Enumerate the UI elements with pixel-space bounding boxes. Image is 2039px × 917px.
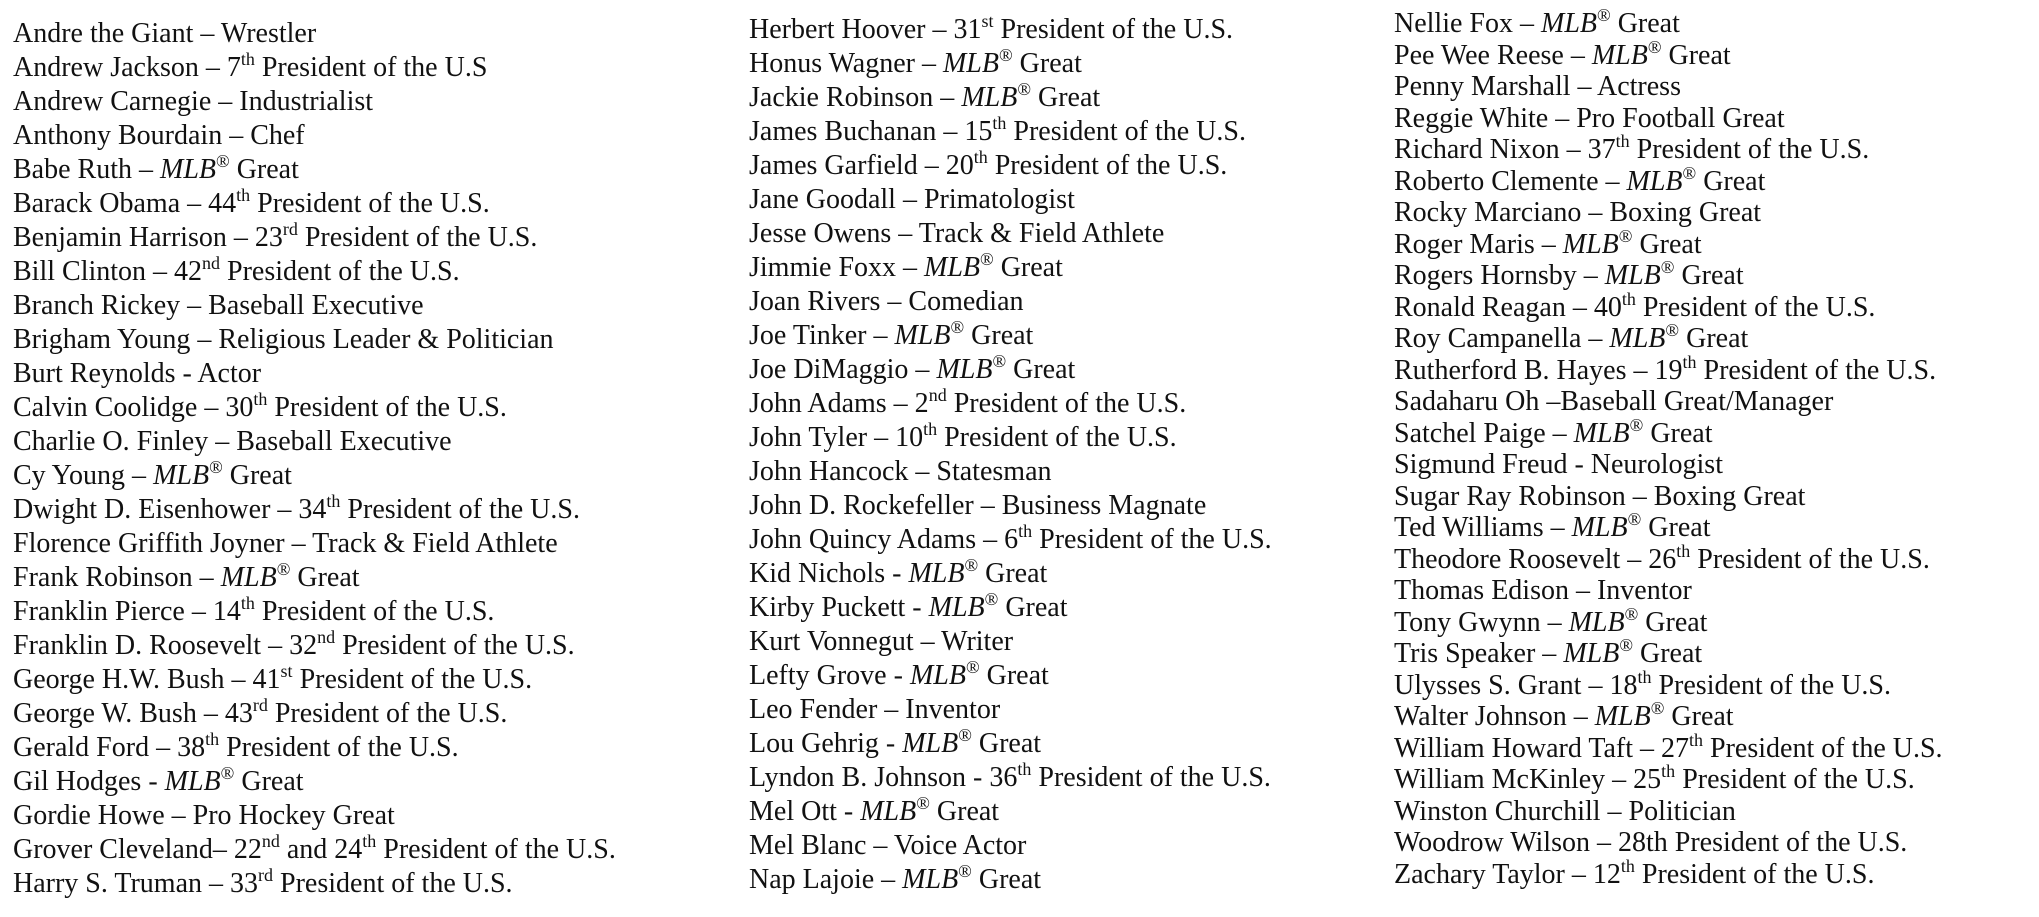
name-list-entry: Kirby Puckett - MLB® Great [749, 589, 1068, 623]
name-list-entry: Jane Goodall – Primatologist [749, 184, 1075, 215]
name-list-entry: Nap Lajoie – MLB® Great [749, 861, 1042, 895]
name-list-entry: Pee Wee Reese – MLB® Great [1394, 36, 1731, 71]
name-list-entry: Benjamin Harrison – 23rd President of the U.S. [13, 219, 538, 253]
name-list-entry: Ronald Reagan – 40th President of the U.S. [1394, 288, 1876, 323]
name-list-entry: Lou Gehrig - MLB® Great [749, 725, 1042, 759]
name-list-entry: Ted Williams – MLB® Great [1394, 509, 1711, 543]
name-list-entry: James Garfield – 20th President of the U.S. [749, 147, 1228, 181]
name-list-entry: Lyndon B. Johnson - 36th President of the U.S. [749, 759, 1271, 793]
name-list-entry: Barack Obama – 44th President of the U.S. [13, 185, 490, 219]
name-list-entry: Frank Robinson – MLB® Great [13, 559, 360, 593]
name-list-entry: Herbert Hoover – 31st President of the U.S. [749, 11, 1234, 45]
name-list-entry: Brigham Young – Religious Leader & Politician [13, 324, 554, 355]
name-list-entry: Jimmie Foxx – MLB® Great [749, 249, 1063, 283]
name-list-entry: Winston Churchill – Politician [1394, 795, 1736, 827]
name-list-entry: Zachary Taylor – 12th President of the U.S. [1394, 855, 1875, 890]
name-list-entry: Woodrow Wilson – 28th President of the U.S. [1394, 827, 1908, 858]
name-list-entry: Sugar Ray Robinson – Boxing Great [1394, 480, 1806, 512]
name-list-entry: Roberto Clemente – MLB® Great [1394, 162, 1766, 197]
name-list-entry: Harry S. Truman – 33rd President of the U.S. [13, 865, 513, 899]
name-list-entry: Joan Rivers – Comedian [749, 286, 1024, 317]
name-list-entry: Dwight D. Eisenhower – 34th President of the U.S. [13, 491, 580, 525]
name-list-entry: Rutherford B. Hayes – 19th President of the U.S. [1394, 351, 1937, 386]
name-list-entry: Babe Ruth – MLB® Great [13, 151, 299, 185]
name-list-entry: Joe DiMaggio – MLB® Great [749, 351, 1076, 385]
name-list-entry: Gordie Howe – Pro Hockey Great [13, 800, 395, 831]
name-list-entry: Franklin D. Roosevelt – 32nd President of the U.S. [13, 627, 575, 661]
name-list-entry: Andre the Giant – Wrestler [13, 18, 317, 49]
name-list-entry: Andrew Carnegie – Industrialist [13, 86, 374, 117]
name-list-entry: George W. Bush – 43rd President of the U.S. [13, 695, 508, 729]
name-column-2 [749, 13, 1272, 897]
name-list-entry: Theodore Roosevelt – 26th President of the U.S. [1394, 540, 1930, 575]
name-list-entry: Andrew Jackson – 7th President of the U.S [13, 49, 488, 83]
name-list-entry: Cy Young – MLB® Great [13, 457, 292, 491]
name-list-entry: Penny Marshall – Actress [1394, 71, 1681, 102]
name-list-entry: Ulysses S. Grant – 18th President of the U.S. [1394, 666, 1891, 701]
name-list-entry: Calvin Coolidge – 30th President of the U.S. [13, 389, 507, 423]
name-list-entry: Lefty Grove - MLB® Great [749, 657, 1049, 691]
name-list-entry: Reggie White – Pro Football Great [1394, 102, 1785, 134]
name-list-entry: Kid Nichols - MLB® Great [749, 555, 1048, 589]
name-list-entry: Franklin Pierce – 14th President of the U.S. [13, 593, 495, 627]
name-list-entry: John Quincy Adams – 6th President of the U.S. [749, 521, 1272, 555]
name-list-entry: Thomas Edison – Inventor [1394, 575, 1692, 606]
name-list-entry: Florence Griffith Joyner – Track & Field Athlete [13, 528, 558, 559]
name-list-entry: Jesse Owens – Track & Field Athlete [749, 218, 1165, 249]
name-list-entry: George H.W. Bush – 41st President of the U.S. [13, 661, 533, 695]
name-list-entry: John Adams – 2nd President of the U.S. [749, 385, 1187, 419]
name-list-entry: Rocky Marciano – Boxing Great [1394, 197, 1762, 228]
name-list-entry: Roger Maris – MLB® Great [1394, 225, 1702, 260]
name-list-entry: Honus Wagner – MLB® Great [749, 45, 1082, 79]
name-list-entry: Mel Blanc – Voice Actor [749, 830, 1027, 861]
name-list-entry: Roy Campanella – MLB® Great [1394, 320, 1749, 354]
name-list-entry: John Tyler – 10th President of the U.S. [749, 419, 1177, 453]
name-list-entry: Sigmund Freud - Neurologist [1394, 449, 1723, 480]
name-list-entry: Mel Ott - MLB® Great [749, 793, 1000, 827]
name-list-entry: Anthony Bourdain – Chef [13, 120, 305, 151]
name-list-entry: Joe Tinker – MLB® Great [749, 317, 1034, 351]
name-list-entry: Gerald Ford – 38th President of the U.S. [13, 729, 459, 763]
name-list-entry: Branch Rickey – Baseball Executive [13, 290, 424, 321]
name-list-entry: John D. Rockefeller – Business Magnate [749, 490, 1207, 521]
name-column-1 [13, 17, 616, 901]
name-list-entry: William Howard Taft – 27th President of the U.S. [1394, 729, 1943, 764]
name-list-entry: James Buchanan – 15th President of the U.S. [749, 113, 1246, 147]
name-list-entry: Kurt Vonnegut – Writer [749, 626, 1014, 657]
name-list-entry: William McKinley – 25th President of the U.S. [1394, 761, 1915, 795]
name-list-entry: John Hancock – Statesman [749, 456, 1052, 487]
name-list-entry: Rogers Hornsby – MLB® Great [1394, 257, 1744, 291]
name-list-entry: Burt Reynolds - Actor [13, 358, 262, 389]
name-list-entry: Leo Fender – Inventor [749, 694, 1001, 725]
name-column-3 [1394, 5, 1943, 890]
name-list-entry: Bill Clinton – 42nd President of the U.S. [13, 253, 460, 287]
name-list-entry: Tris Speaker – MLB® Great [1394, 635, 1703, 669]
name-list-entry: Gil Hodges - MLB® Great [13, 763, 304, 797]
name-list-entry: Satchel Paige – MLB® Great [1394, 414, 1713, 449]
name-list-entry: Charlie O. Finley – Baseball Executive [13, 426, 452, 457]
name-list-entry: Walter Johnson – MLB® Great [1394, 698, 1734, 732]
name-list-entry: Jackie Robinson – MLB® Great [749, 79, 1101, 113]
name-list-entry: Grover Cleveland– 22nd and 24th President of the U.S. [13, 831, 616, 865]
name-list-entry: Richard Nixon – 37th President of the U.S. [1394, 131, 1870, 165]
name-list-entry: Sadaharu Oh –Baseball Great/Manager [1394, 386, 1834, 417]
name-list-entry: Nellie Fox – MLB® Great [1394, 5, 1680, 39]
name-list-entry: Tony Gwynn – MLB® Great [1394, 603, 1708, 638]
